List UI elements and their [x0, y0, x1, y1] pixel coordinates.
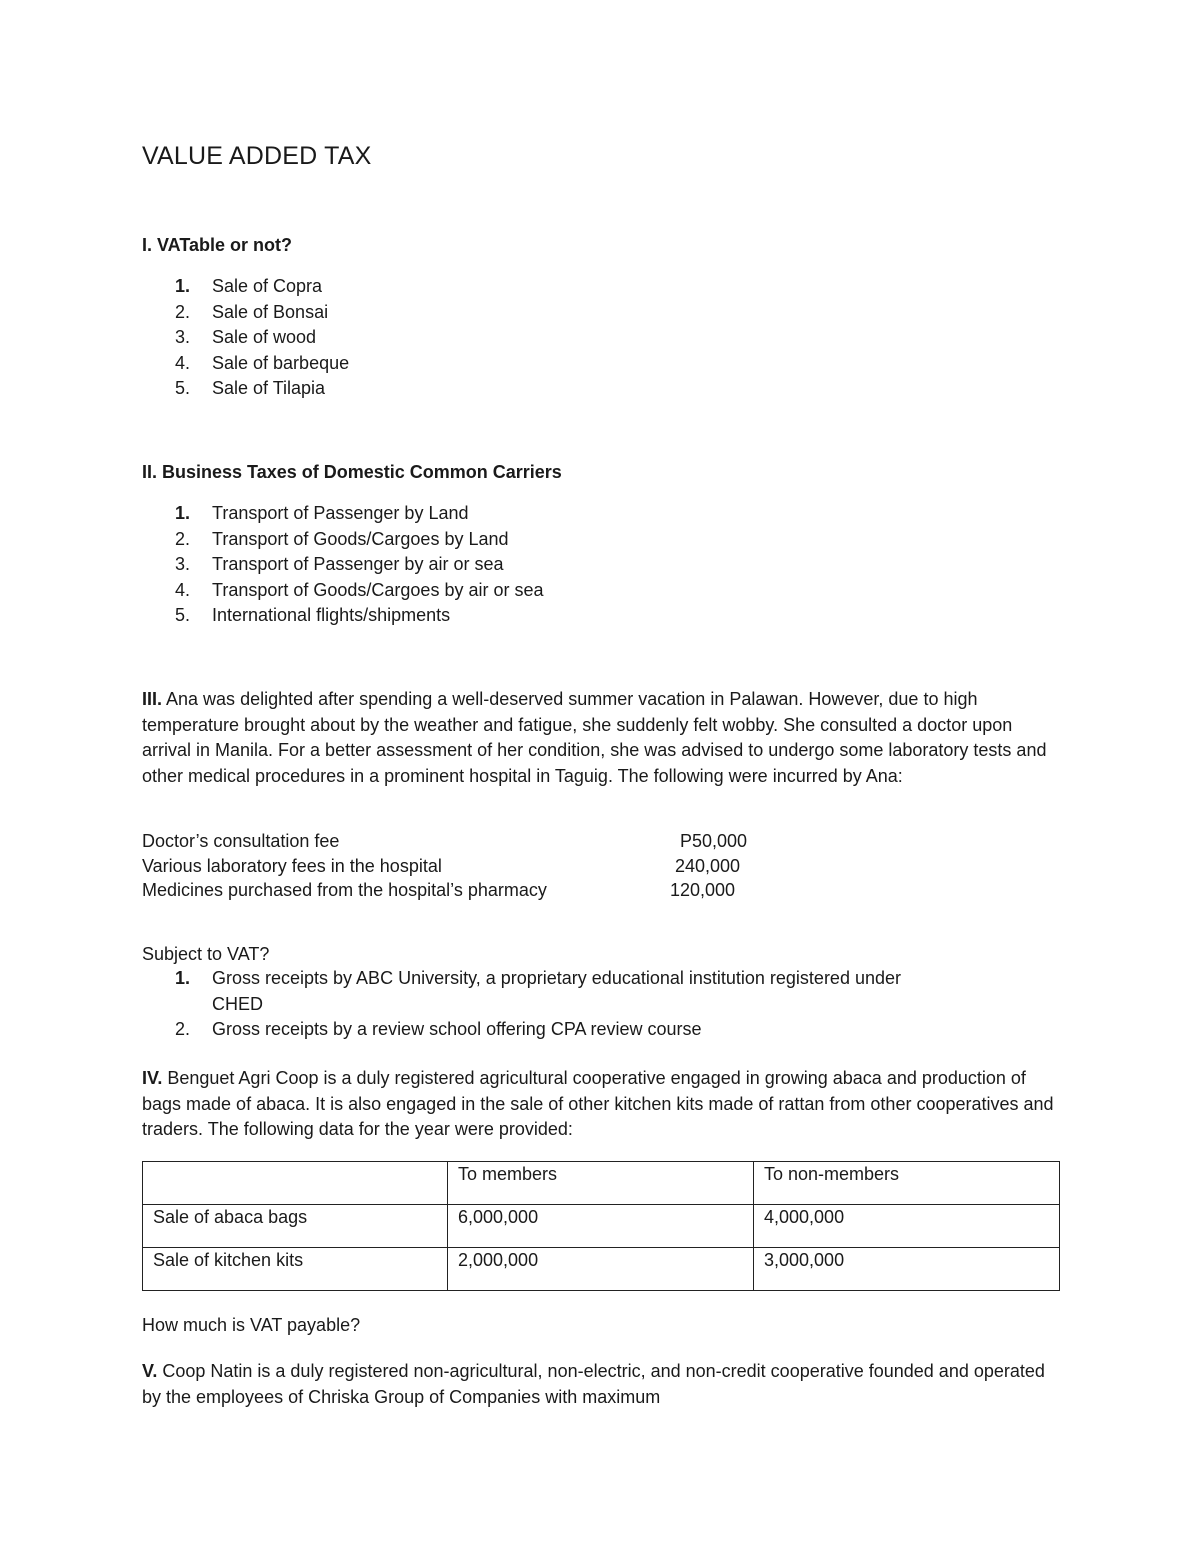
table-cell: 4,000,000	[754, 1205, 1060, 1248]
fee-row	[142, 854, 782, 879]
table-row	[143, 1205, 1060, 1248]
fee-amount: 120,000	[670, 880, 736, 900]
fees-list	[142, 829, 782, 903]
table-header-cell: To members	[448, 1162, 754, 1205]
fee-row	[142, 878, 782, 903]
list-number: 2.	[175, 301, 191, 322]
list-item	[142, 300, 349, 326]
section-5-label: V.	[142, 1361, 158, 1381]
list-item	[142, 966, 901, 1017]
fee-row	[142, 829, 782, 854]
section-3-text: Ana was delighted after spending a well-deserved summer vacation in Palawan. However, due to high temperature brought about by the weather and fatigue, she suddenly felt wobby. She consulted a doctor upon arrival in Manila. For a better assessment of her condition, she was advised to undergo some laboratory tests and other medical procedures in a prominent hospital in Taguig. The following were incurred by Ana:	[142, 689, 1047, 786]
list-item	[142, 527, 544, 553]
fee-label: Various laboratory fees in the hospital	[142, 855, 442, 876]
list-text: Gross receipts by ABC University, a proprietary educational institution registered under	[212, 968, 901, 988]
list-number: 5.	[175, 605, 191, 626]
document-title: VALUE ADDED TAX	[142, 142, 372, 170]
list-text: Sale of barbeque	[212, 352, 350, 373]
table-cell: 6,000,000	[448, 1205, 754, 1248]
list-text: Sale of Bonsai	[212, 301, 329, 322]
table-header-cell: To non-members	[754, 1162, 1060, 1205]
list-number: 3.	[175, 327, 191, 348]
list-text: Transport of Passenger by air or sea	[212, 554, 504, 575]
list-item	[142, 552, 544, 578]
list-item	[142, 351, 349, 377]
list-text: Transport of Passenger by Land	[212, 503, 469, 523]
list-text: Transport of Goods/Cargoes by Land	[212, 528, 509, 549]
table-row	[143, 1248, 1060, 1291]
list-number: 5.	[175, 378, 191, 399]
list-text: Sale of Tilapia	[212, 378, 326, 399]
list-text: Gross receipts by a review school offering CPA review course	[212, 1019, 702, 1040]
vat-question: Subject to VAT?	[142, 944, 270, 964]
list-text: Sale of wood	[212, 327, 317, 348]
list-item	[142, 274, 349, 300]
section-1-list	[142, 274, 349, 402]
fee-amount: 240,000	[675, 855, 741, 876]
list-text: Sale of Copra	[212, 276, 323, 296]
section-3-list	[142, 966, 901, 1043]
section-4-text: Benguet Agri Coop is a duly registered agricultural cooperative engaged in growing abaca and production of bags made of abaca. It is also engaged in the sale of other kitchen kits made of rattan from other cooperatives and traders. The following data for the year were provided:	[142, 1068, 1054, 1139]
list-text: International flights/shipments	[212, 605, 451, 626]
list-number: 2.	[175, 528, 191, 549]
fee-label: Doctor’s consultation fee	[142, 831, 340, 851]
list-item	[142, 501, 544, 527]
list-number: 1.	[175, 503, 191, 523]
list-number: 3.	[175, 554, 191, 575]
list-number: 4.	[175, 352, 191, 373]
vat-payable-question: How much is VAT payable?	[142, 1315, 361, 1335]
fee-label: Medicines purchased from the hospital’s pharmacy	[142, 880, 547, 900]
section-4-paragraph	[142, 1066, 1062, 1143]
list-number: 4.	[175, 579, 191, 600]
table-header-cell	[143, 1162, 448, 1205]
table-cell: Sale of kitchen kits	[143, 1248, 448, 1291]
list-item	[142, 1017, 901, 1043]
section-4-label: IV.	[142, 1068, 163, 1088]
table-cell: 2,000,000	[448, 1248, 754, 1291]
section-2-list	[142, 501, 544, 629]
section-5-text: Coop Natin is a duly registered non-agricultural, non-electric, and non-credit cooperative founded and operated by the employees of Chriska Group of Companies with maximum	[142, 1361, 1045, 1407]
fee-amount: P50,000	[680, 831, 748, 851]
section-1-heading: I. VATable or not?	[142, 235, 292, 255]
section-5-paragraph	[142, 1359, 1062, 1410]
coop-sales-table	[142, 1161, 1060, 1291]
list-text: Transport of Goods/Cargoes by air or sea	[212, 579, 544, 600]
table-cell: Sale of abaca bags	[143, 1205, 448, 1248]
list-item	[142, 578, 544, 604]
list-item	[142, 376, 349, 402]
list-number: 1.	[175, 968, 191, 988]
table-header-row	[143, 1162, 1060, 1205]
list-number: 1.	[175, 276, 191, 296]
list-text-continued: CHED	[212, 993, 264, 1014]
section-3-paragraph	[142, 687, 1062, 789]
list-item	[142, 325, 349, 351]
list-number: 2.	[175, 1019, 191, 1040]
section-3-label: III.	[142, 689, 163, 709]
list-item	[142, 603, 544, 629]
table-cell: 3,000,000	[754, 1248, 1060, 1291]
section-2-heading: II. Business Taxes of Domestic Common Carriers	[142, 462, 562, 482]
